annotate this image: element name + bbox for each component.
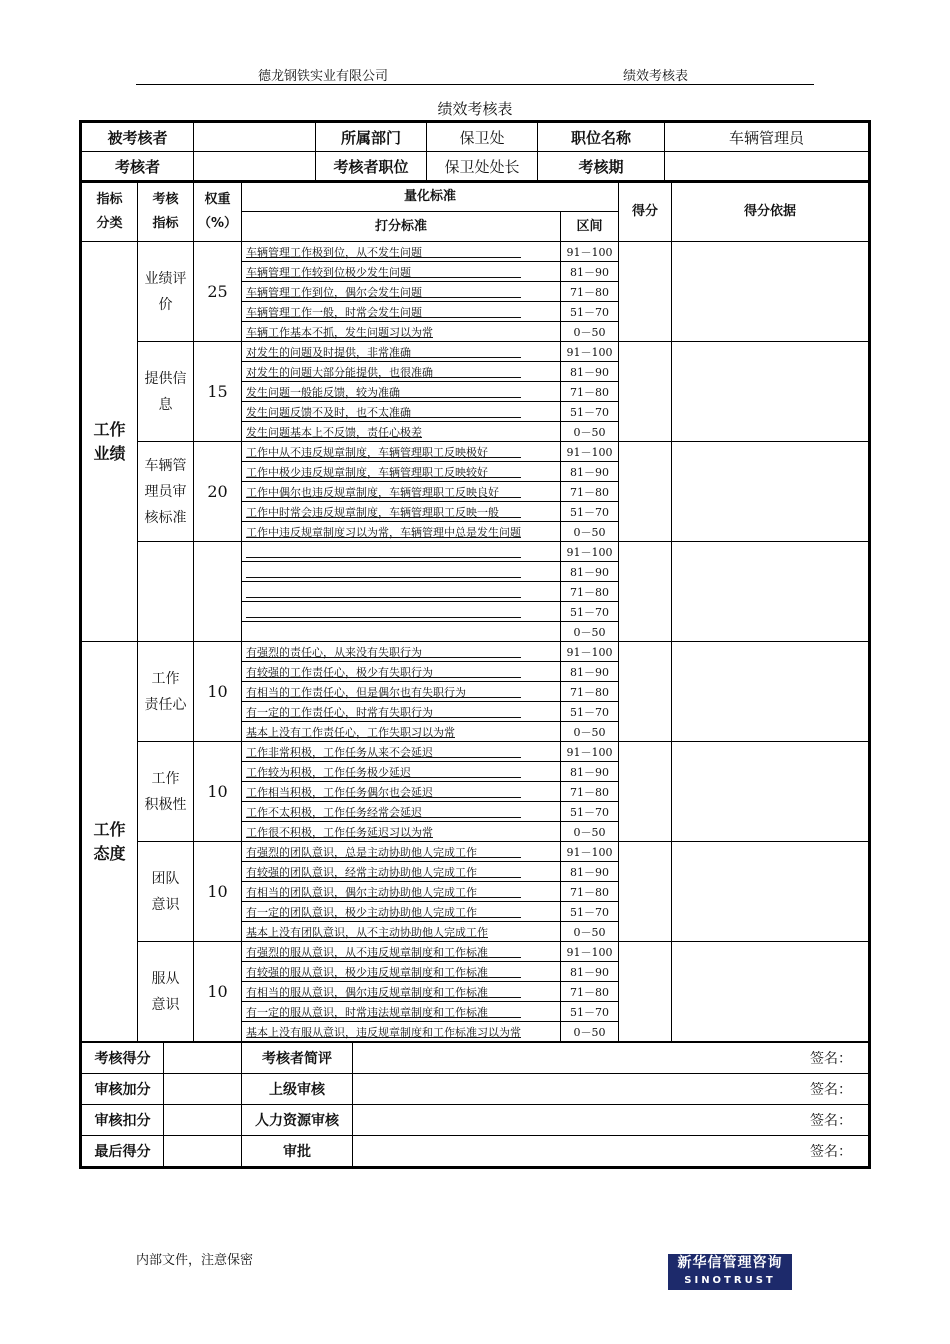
page-title: 绩效考核表: [437, 100, 513, 118]
score-cell[interactable]: [619, 342, 672, 442]
header-score: 得分: [619, 183, 672, 242]
logo-cn-text: 新华信管理咨询: [677, 1255, 783, 1271]
header-indicator: 考核 指标: [138, 183, 194, 242]
review-label: 考核者简评: [242, 1043, 353, 1074]
examiner-position-label: 考核者职位: [316, 152, 427, 182]
scoring-criterion: 工作中偶尔也违反规章制度，车辆管理职工反映良好＿＿: [242, 482, 561, 502]
score-range: 51－70: [561, 902, 619, 922]
score-range: 81－90: [561, 262, 619, 282]
review-label: 人力资源审核: [242, 1105, 353, 1136]
score-range: 81－90: [561, 462, 619, 482]
review-label: 审批: [242, 1136, 353, 1167]
scoring-criterion: 发生问题反馈不及时，也不太准确＿＿＿＿＿＿＿＿＿＿: [242, 402, 561, 422]
confidential-note: 内部文件，注意保密: [136, 1253, 254, 1268]
weight-cell: 20: [194, 442, 242, 542]
score-range: 0－50: [561, 722, 619, 742]
examinee-value[interactable]: [194, 123, 316, 152]
criteria-row: [82, 642, 869, 662]
page-header: [136, 64, 814, 85]
score-range: 71－80: [561, 282, 619, 302]
indicator-cell: 业绩评 价: [138, 242, 194, 342]
summary-table: [81, 1042, 869, 1167]
scoring-criterion: 基本上没有团队意识，从不主动协助他人完成工作: [242, 922, 561, 942]
scoring-criterion: 有较强的团队意识，经常主动协助他人完成工作＿＿＿＿: [242, 862, 561, 882]
indicator-cell: 团队 意识: [138, 842, 194, 942]
basis-cell[interactable]: [672, 242, 869, 342]
score-range: 71－80: [561, 482, 619, 502]
scoring-criterion: 车辆管理工作极到位，从不发生问题＿＿＿＿＿＿＿＿＿: [242, 242, 561, 262]
position-label: 职位名称: [538, 123, 665, 152]
criteria-row: [82, 742, 869, 762]
signature-field[interactable]: 签名：: [353, 1043, 869, 1074]
basis-cell[interactable]: [672, 442, 869, 542]
summary-row: [82, 1136, 869, 1167]
signature-field[interactable]: 签名：: [353, 1105, 869, 1136]
score-range: 71－80: [561, 782, 619, 802]
summary-label: 审核扣分: [82, 1105, 164, 1136]
score-cell[interactable]: [619, 742, 672, 842]
score-range: 51－70: [561, 802, 619, 822]
score-range: 0－50: [561, 1022, 619, 1042]
score-range: 0－50: [561, 822, 619, 842]
score-range: 51－70: [561, 302, 619, 322]
score-range: 81－90: [561, 662, 619, 682]
score-cell[interactable]: [619, 642, 672, 742]
scoring-criterion: 有相当的团队意识，偶尔主动协助他人完成工作＿＿＿＿: [242, 882, 561, 902]
header-scoring: 打分标准: [242, 212, 561, 242]
scoring-criterion: ＿＿＿＿＿＿＿＿＿＿＿＿＿＿＿＿＿＿＿＿＿＿＿＿＿: [242, 582, 561, 602]
header-category: 指标 分类: [82, 183, 138, 242]
score-cell[interactable]: [619, 942, 672, 1042]
review-label: 上级审核: [242, 1074, 353, 1105]
indicator-cell: 服从 意识: [138, 942, 194, 1042]
score-range: 91－100: [561, 342, 619, 362]
scoring-criterion: ＿＿＿＿＿＿＿＿＿＿＿＿＿＿＿＿＿＿＿＿＿＿＿＿＿: [242, 562, 561, 582]
basis-cell[interactable]: [672, 642, 869, 742]
criteria-row: [82, 842, 869, 862]
scoring-criterion: 工作很不积极，工作任务延迟习以为常: [242, 822, 561, 842]
evaluation-form: [79, 120, 871, 1169]
summary-value[interactable]: [164, 1105, 242, 1136]
score-range: 91－100: [561, 642, 619, 662]
summary-value[interactable]: [164, 1043, 242, 1074]
scoring-criterion: 工作中极少违反规章制度，车辆管理职工反映较好＿＿＿: [242, 462, 561, 482]
score-range: 51－70: [561, 702, 619, 722]
basis-cell[interactable]: [672, 542, 869, 642]
scoring-criterion: 有强烈的责任心，从来没有失职行为＿＿＿＿＿＿＿＿＿: [242, 642, 561, 662]
score-range: 71－80: [561, 382, 619, 402]
examiner-position-value[interactable]: 保卫处处长: [427, 152, 538, 182]
score-range: 91－100: [561, 242, 619, 262]
basis-cell[interactable]: [672, 942, 869, 1042]
score-range: 0－50: [561, 422, 619, 442]
weight-cell: 15: [194, 342, 242, 442]
score-range: 81－90: [561, 362, 619, 382]
signature-field[interactable]: 签名：: [353, 1136, 869, 1167]
period-label: 考核期: [538, 152, 665, 182]
scoring-criterion: 有强烈的服从意识，从不违反规章制度和工作标准＿＿＿: [242, 942, 561, 962]
score-range: 91－100: [561, 542, 619, 562]
header-weight: 权重 （%）: [194, 183, 242, 242]
score-range: 51－70: [561, 602, 619, 622]
summary-label: 考核得分: [82, 1043, 164, 1074]
summary-row: [82, 1043, 869, 1074]
criteria-row: [82, 542, 869, 562]
score-range: 0－50: [561, 922, 619, 942]
summary-row: [82, 1105, 869, 1136]
scoring-criterion: 有一定的工作责任心，时常有失职行为＿＿＿＿＿＿＿＿: [242, 702, 561, 722]
indicator-cell: 工作 责任心: [138, 642, 194, 742]
indicator-cell: [138, 542, 194, 642]
score-range: 51－70: [561, 502, 619, 522]
weight-cell: [194, 542, 242, 642]
scoring-criterion: 有较强的工作责任心，极少有失职行为＿＿＿＿＿＿＿＿: [242, 662, 561, 682]
weight-cell: 10: [194, 742, 242, 842]
summary-value[interactable]: [164, 1136, 242, 1167]
scoring-criterion: 对发生的问题及时提供，非常准确＿＿＿＿＿＿＿＿＿＿: [242, 342, 561, 362]
scoring-criterion: [242, 622, 561, 642]
score-range: 71－80: [561, 982, 619, 1002]
company-name: 德龙钢铁实业有限公司: [258, 69, 389, 84]
score-range: 81－90: [561, 862, 619, 882]
scoring-criterion: 有相当的服从意识，偶尔违反规章制度和工作标准＿＿＿: [242, 982, 561, 1002]
dept-label: 所属部门: [316, 123, 427, 152]
basis-cell[interactable]: [672, 842, 869, 942]
scoring-criterion: 车辆管理工作到位，偶尔会发生问题＿＿＿＿＿＿＿＿＿: [242, 282, 561, 302]
weight-cell: 10: [194, 942, 242, 1042]
basis-cell[interactable]: [672, 342, 869, 442]
category-cell: 工作 业绩: [82, 242, 138, 642]
sinotrust-logo: [668, 1254, 792, 1290]
score-range: 71－80: [561, 882, 619, 902]
scoring-criterion: 基本上没有工作责任心，工作失职习以为常: [242, 722, 561, 742]
indicator-cell: 提供信 息: [138, 342, 194, 442]
scoring-criterion: 有一定的团队意识，极少主动协助他人完成工作＿＿＿＿: [242, 902, 561, 922]
examiner-label: 考核者: [82, 152, 194, 182]
score-cell[interactable]: [619, 442, 672, 542]
header-standard: 量化标准: [242, 183, 619, 212]
weight-cell: 10: [194, 642, 242, 742]
criteria-row: [82, 342, 869, 362]
score-range: 91－100: [561, 842, 619, 862]
info-table: [81, 122, 869, 182]
scoring-criterion: 工作不太积极，工作任务经常会延迟＿＿＿＿＿＿＿＿＿: [242, 802, 561, 822]
scoring-criterion: 工作中时常会违反规章制度，车辆管理职工反映一般＿＿: [242, 502, 561, 522]
summary-row: [82, 1074, 869, 1105]
weight-cell: 10: [194, 842, 242, 942]
scoring-criterion: 工作较为积极，工作任务极少延迟＿＿＿＿＿＿＿＿＿＿: [242, 762, 561, 782]
score-range: 91－100: [561, 742, 619, 762]
scoring-criterion: 有一定的服从意识，时常违法规章制度和工作标准＿＿＿: [242, 1002, 561, 1022]
period-value[interactable]: [665, 152, 869, 182]
scoring-criterion: 车辆工作基本不抓，发生问题习以为常: [242, 322, 561, 342]
category-cell: 工作 态度: [82, 642, 138, 1042]
examiner-value[interactable]: [194, 152, 316, 182]
basis-cell[interactable]: [672, 742, 869, 842]
score-range: 81－90: [561, 762, 619, 782]
scoring-criterion: 发生问题一般能反馈，较为准确＿＿＿＿＿＿＿＿＿＿＿: [242, 382, 561, 402]
dept-value[interactable]: 保卫处: [427, 123, 538, 152]
score-range: 81－90: [561, 562, 619, 582]
scoring-criterion: 有强烈的团队意识，总是主动协助他人完成工作＿＿＿＿: [242, 842, 561, 862]
scoring-criterion: 有相当的工作责任心，但是偶尔也有失职行为＿＿＿＿＿: [242, 682, 561, 702]
score-range: 91－100: [561, 442, 619, 462]
score-range: 51－70: [561, 1002, 619, 1022]
score-cell[interactable]: [619, 242, 672, 342]
header-doc-title: 绩效考核表: [623, 69, 689, 84]
score-range: 71－80: [561, 682, 619, 702]
score-range: 81－90: [561, 962, 619, 982]
scoring-criterion: 对发生的问题大部分能提供，也很准确＿＿＿＿＿＿＿＿: [242, 362, 561, 382]
logo-en-text: SINOTRUST: [684, 1275, 776, 1286]
indicator-cell: 工作 积极性: [138, 742, 194, 842]
indicator-cell: 车辆管 理员审 核标准: [138, 442, 194, 542]
signature-field[interactable]: 签名：: [353, 1074, 869, 1105]
scoring-criterion: 车辆管理工作一般，时常会发生问题＿＿＿＿＿＿＿＿＿: [242, 302, 561, 322]
scoring-criterion: 工作相当积极，工作任务偶尔也会延迟＿＿＿＿＿＿＿＿: [242, 782, 561, 802]
criteria-row: [82, 442, 869, 462]
scoring-criterion: 有较强的服从意识，极少违反规章制度和工作标准＿＿＿: [242, 962, 561, 982]
scoring-criterion: 工作非常积极，工作任务从来不会延迟＿＿＿＿＿＿＿＿: [242, 742, 561, 762]
criteria-row: [82, 242, 869, 262]
header-basis: 得分依据: [672, 183, 869, 242]
examinee-label: 被考核者: [82, 123, 194, 152]
criteria-table: [81, 182, 869, 1042]
scoring-criterion: ＿＿＿＿＿＿＿＿＿＿＿＿＿＿＿＿＿＿＿＿＿＿＿＿＿: [242, 542, 561, 562]
scoring-criterion: 发生问题基本上不反馈，责任心极差: [242, 422, 561, 442]
score-cell[interactable]: [619, 842, 672, 942]
score-range: 0－50: [561, 522, 619, 542]
score-range: 71－80: [561, 582, 619, 602]
score-range: 0－50: [561, 322, 619, 342]
weight-cell: 25: [194, 242, 242, 342]
position-value[interactable]: 车辆管理员: [665, 123, 869, 152]
summary-value[interactable]: [164, 1074, 242, 1105]
scoring-criterion: ＿＿＿＿＿＿＿＿＿＿＿＿＿＿＿＿＿＿＿＿＿＿＿＿＿: [242, 602, 561, 622]
header-range: 区间: [561, 212, 619, 242]
scoring-criterion: 基本上没有服从意识，违反规章制度和工作标准习以为常: [242, 1022, 561, 1042]
scoring-criterion: 工作中违反规章制度习以为常，车辆管理中总是发生问题: [242, 522, 561, 542]
criteria-row: [82, 942, 869, 962]
scoring-criterion: 工作中从不违反规章制度，车辆管理职工反映极好＿＿＿: [242, 442, 561, 462]
summary-label: 最后得分: [82, 1136, 164, 1167]
scoring-criterion: 车辆管理工作较到位极少发生问题＿＿＿＿＿＿＿＿＿＿: [242, 262, 561, 282]
score-range: 91－100: [561, 942, 619, 962]
score-range: 0－50: [561, 622, 619, 642]
summary-label: 审核加分: [82, 1074, 164, 1105]
score-cell[interactable]: [619, 542, 672, 642]
score-range: 51－70: [561, 402, 619, 422]
